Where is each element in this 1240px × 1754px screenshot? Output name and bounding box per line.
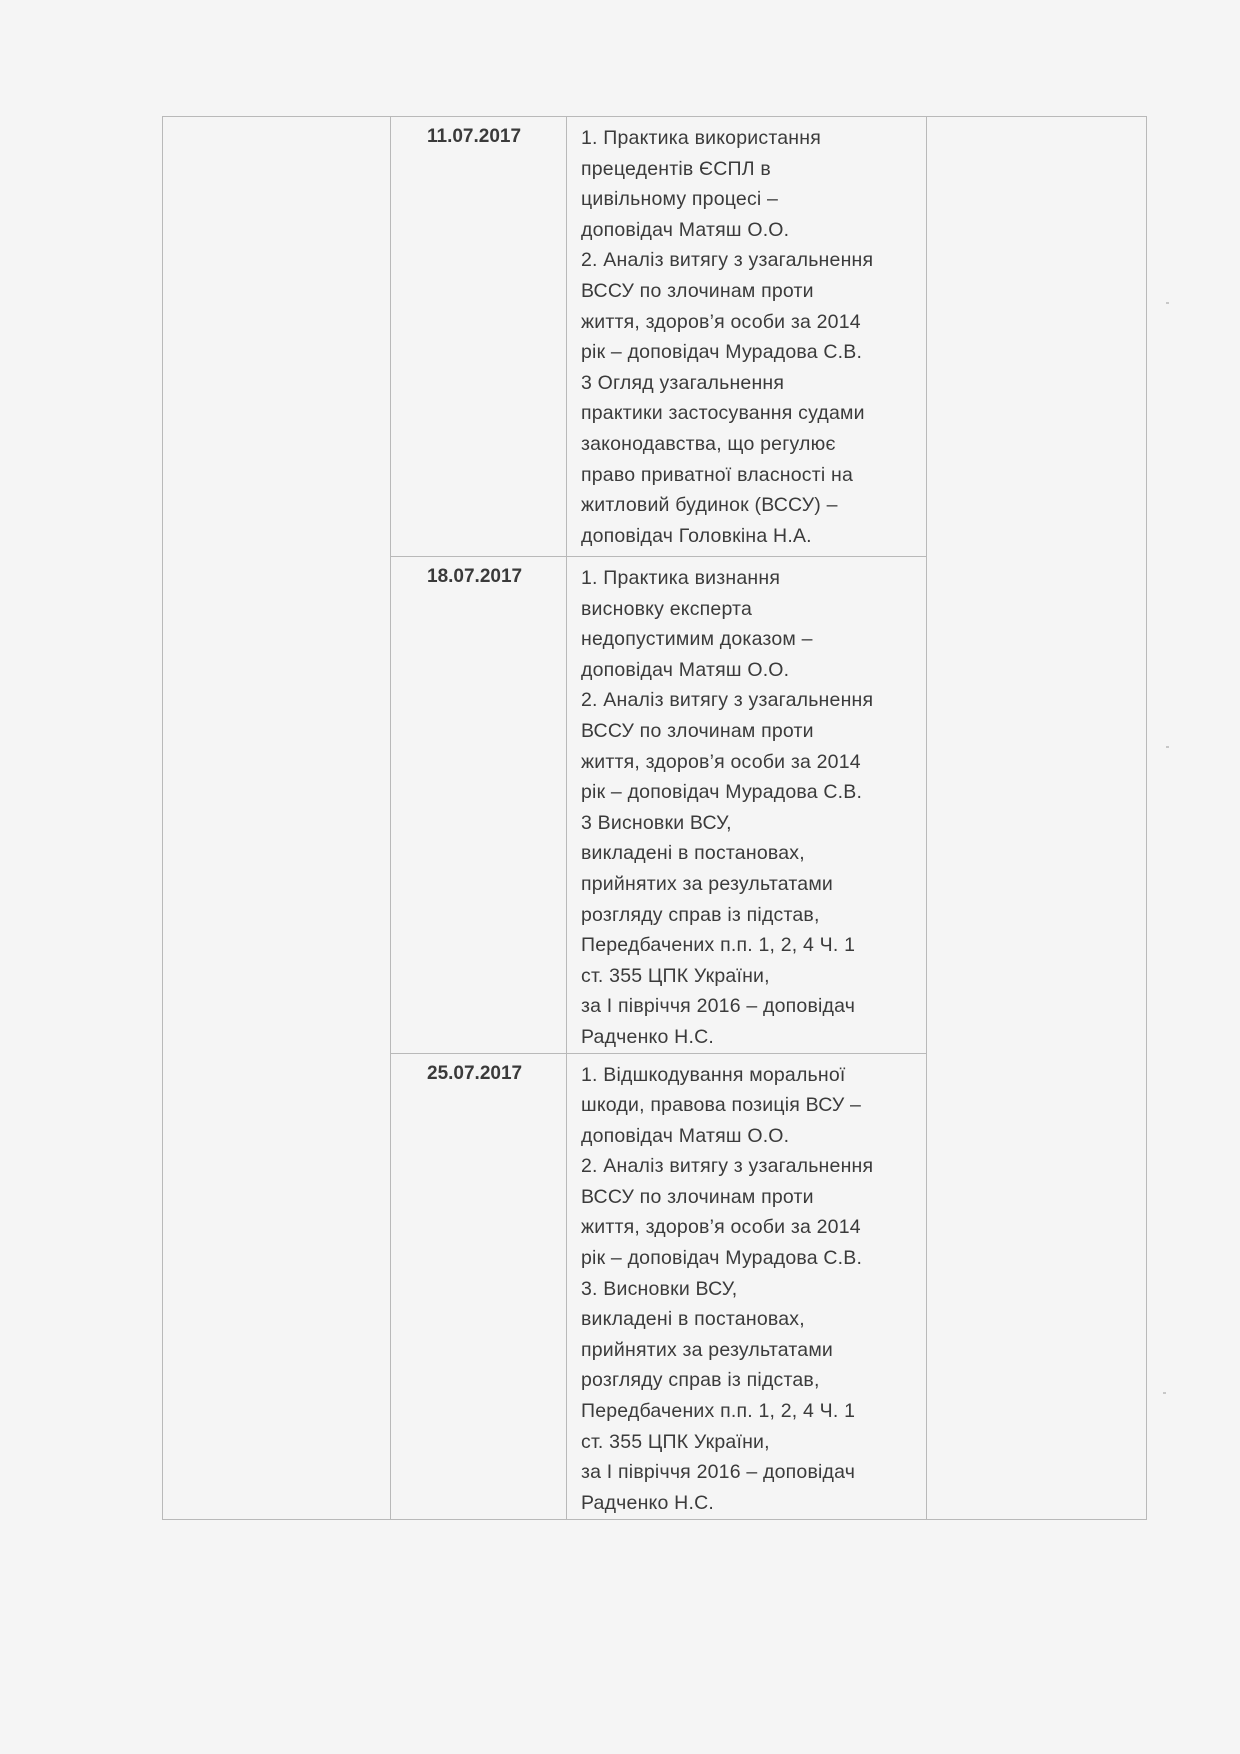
topic-line: практики застосування судами: [581, 402, 865, 425]
topic-line: розгляду справ із підстав,: [581, 1369, 820, 1392]
topic-line: за І півріччя 2016 – доповідач: [581, 1461, 856, 1484]
topic-line: 1. Практика визнання: [581, 567, 781, 589]
topic-line: прецедентів ЄСПЛ в: [581, 157, 771, 180]
topic-line: викладені в постановах,: [581, 842, 805, 865]
scan-speck: [1166, 746, 1169, 748]
topic-line: прийнятих за результатами: [581, 1338, 834, 1361]
topic-line: життя, здоров’я особи за 2014: [581, 750, 861, 773]
topics-cell: [567, 117, 927, 557]
topic-line: недопустимим доказом –: [581, 628, 813, 651]
topic-line: 1. Практика використання: [581, 127, 821, 149]
date-cell: 18.07.2017: [391, 557, 567, 1054]
topic-line: 3 Огляд узагальнення: [581, 371, 785, 394]
topic-line: рік – доповідач Мурадова С.В.: [581, 1247, 863, 1270]
topic-line: ВССУ по злочинам проти: [581, 719, 814, 742]
topic-line: ст. 355 ЦПК України,: [581, 964, 770, 987]
topic-line: за І півріччя 2016 – доповідач: [581, 995, 856, 1018]
topic-line: законодавства, що регулює: [581, 432, 836, 455]
topic-line: 2. Аналіз витягу з узагальнення: [581, 249, 874, 272]
topic-line: рік – доповідач Мурадова С.В.: [581, 781, 863, 804]
topic-line: доповідач Матяш О.О.: [581, 1124, 790, 1147]
topics-cell: [567, 557, 927, 1054]
topic-line: 3. Висновки ВСУ,: [581, 1277, 738, 1300]
topic-line: викладені в постановах,: [581, 1308, 805, 1331]
topic-line: Радченко Н.С.: [581, 1491, 714, 1514]
topics-cell: [567, 1053, 927, 1519]
topic-line: рік – доповідач Мурадова С.В.: [581, 341, 863, 364]
topic-line: життя, здоров’я особи за 2014: [581, 1216, 861, 1239]
topic-line: право приватної власності на: [581, 463, 854, 486]
topic-line: житловий будинок (ВССУ) –: [581, 494, 838, 517]
schedule-table: [162, 116, 1147, 1520]
topic-line: життя, здоров’я особи за 2014: [581, 310, 861, 333]
topic-line: розгляду справ із підстав,: [581, 903, 820, 926]
scan-speck: [1166, 302, 1169, 304]
topic-line: 1. Відшкодування моральної: [581, 1063, 846, 1086]
topic-line: 3 Висновки ВСУ,: [581, 811, 732, 834]
topic-line: цивільному процесі –: [581, 188, 779, 211]
topic-line: Передбачених п.п. 1, 2, 4 Ч. 1: [581, 1400, 856, 1423]
topic-line: Передбачених п.п. 1, 2, 4 Ч. 1: [581, 934, 856, 957]
topic-line: доповідач Матяш О.О.: [581, 218, 790, 241]
topic-line: прийнятих за результатами: [581, 872, 834, 895]
topic-line: шкоди, правова позиція ВСУ –: [581, 1094, 862, 1117]
date-cell: 11.07.2017: [391, 117, 567, 557]
topic-line: 2. Аналіз витягу з узагальнення: [581, 689, 874, 712]
topic-list: [581, 1060, 920, 1519]
left-empty-column: [163, 117, 391, 1520]
topic-line: висновку експерта: [581, 597, 753, 620]
date-cell: 25.07.2017: [391, 1053, 567, 1519]
topic-line: 2. Аналіз витягу з узагальнення: [581, 1155, 874, 1178]
topic-line: доповідач Головкіна Н.А.: [581, 524, 812, 547]
topic-line: ВССУ по злочинам проти: [581, 1185, 814, 1208]
topic-list: [581, 123, 920, 551]
topic-line: ст. 355 ЦПК України,: [581, 1430, 770, 1453]
table-row: [163, 117, 1147, 557]
topic-line: доповідач Матяш О.О.: [581, 658, 790, 681]
topic-list: [581, 563, 920, 1053]
scan-speck: [1163, 1392, 1166, 1394]
topic-line: Радченко Н.С.: [581, 1025, 714, 1048]
right-empty-column: [927, 117, 1147, 1520]
topic-line: ВССУ по злочинам проти: [581, 279, 814, 302]
